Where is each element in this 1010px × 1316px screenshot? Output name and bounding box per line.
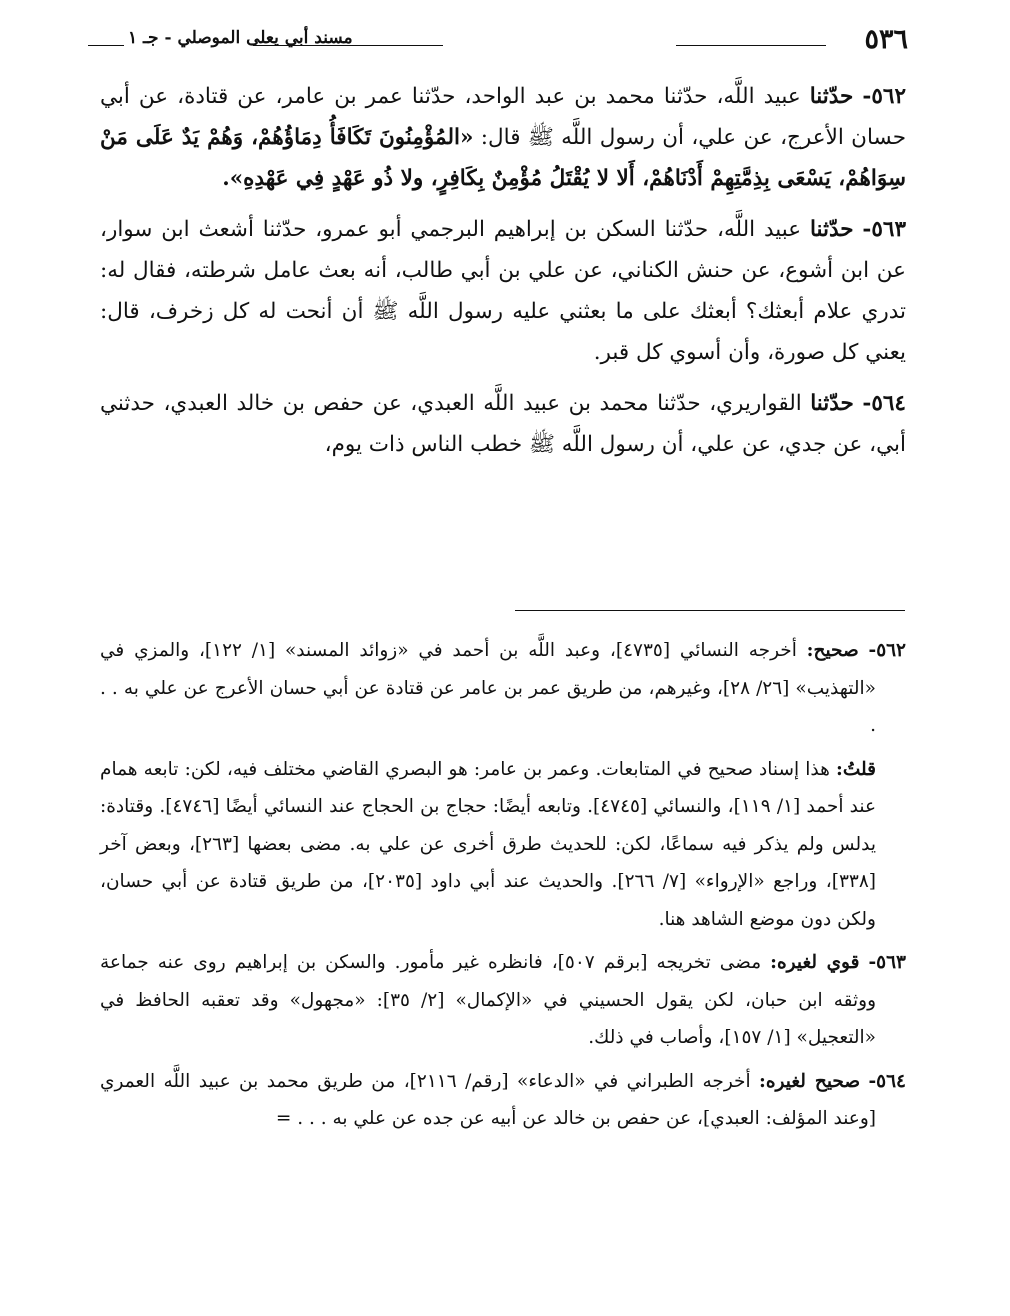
footnote-text: هذا إسناد صحيح في المتابعات. وعمر بن عامر: هو البصري القاضي مختلف فيه، لكن: تابعه همام عند أحمد [١/ ١١٩]، والنسائي [٤٧٤٥]. وتابعه أيضًا: حجاج بن الحجاج عند النسائي أيضًا [٤٧٤٦]. وقتادة: يدلس ولم يذكر فيه سماعًا، لكن: للحديث طرق أخرى عن علي به. مضى بعضها [٢٦٣]، وبعض آخر [٣٣٨]، وراجع «الإرواء» [٧/ ٢٦٦]. والحديث عند أبي داود [٢٠٣٥]، من طريق قتادة عن أبي حسان، ولكن دون موضع الشاهد هنا.: [100, 758, 877, 930]
header-rule: [676, 45, 826, 46]
footnote-text: مضى تخريجه [برقم ٥٠٧]، فانظره غير مأمور. والسكن بن إبراهيم روى عنه جماعة ووثقه ابن حبان، لكن يقول الحسيني في «الإكمال» [٢/ ٣٥]: «مجهول» وقد تعقبه الحافظ في «التعجيل» [١/ ١٥٧]، وأصاب في ذلك.: [100, 952, 876, 1048]
main-text: [100, 76, 906, 475]
footnote-text: أخرجه الطبراني في «الدعاء» [رقم/ ٢١١٦]، من طريق محمد بن عبيد اللَّه العمري [وعند المؤلف: العبدي]، عن حفص بن خالد عن أبيه عن جده عن علي به . . . =: [100, 1070, 876, 1129]
hadith-lead: حدّثنا: [809, 217, 854, 242]
hadith-isnad: عبيد اللَّه، حدّثنا محمد بن عبد الواحد، حدّثنا عمر بن عامر، عن قتادة، عن أبي حسان الأعرج، عن علي، أن رسول اللَّه ﷺ قال:: [100, 84, 906, 150]
hadith-lead: حدّثنا: [809, 84, 854, 109]
footnote-563: [100, 944, 906, 1057]
footnote-564: [100, 1063, 906, 1138]
footnote-562: [100, 632, 906, 745]
hadith-563: [100, 209, 906, 373]
hadith-564: [100, 383, 906, 465]
hadith-number: ٥٦٤-: [862, 391, 906, 416]
footnote-number: ٥٦٤-: [868, 1070, 906, 1092]
footnote-grade: صحيح لغيره:: [759, 1070, 861, 1092]
hadith-number: ٥٦٣-: [862, 217, 906, 242]
page-number: ٥٣٦: [864, 24, 908, 55]
footnote-number: ٥٦٢-: [868, 640, 906, 661]
page-header: [88, 24, 908, 64]
book-title: مسند أبي يعلى الموصلي - جـ ١: [128, 28, 353, 48]
footnote-qultu: قلتُ:: [836, 758, 876, 780]
footnote-separator: [515, 610, 905, 611]
hadith-matn: «المُؤْمِنُونَ تَكَافَأُ دِمَاؤُهُمْ، وَهُمْ يَدٌ عَلَى مَنْ سِوَاهُمْ، يَسْعَى بِذِمَّتِهِمْ أَدْنَاهُمْ، أَلا لا يُقْتَلُ مُؤْمِنٌ بِكَافِرٍ، ولا ذُو عَهْدٍ فِي عَهْدِهِ».: [100, 125, 906, 191]
footnote-grade: قوي لغيره:: [770, 952, 860, 973]
hadith-lead: حدّثنا: [810, 391, 854, 416]
footnotes: [100, 632, 906, 1144]
footnote-grade: صحيح:: [806, 640, 859, 661]
footnote-562-comment: [100, 751, 906, 939]
hadith-number: ٥٦٢-: [862, 84, 906, 109]
footnote-number: ٥٦٣-: [868, 952, 906, 973]
hadith-text: عبيد اللَّه، حدّثنا السكن بن إبراهيم البرجمي أبو عمرو، حدّثنا أشعث ابن سوار، عن ابن أشوع، عن حنش الكناني، عن علي بن أبي طالب، أنه بعث عامل شرطته، فقال له: تدري علام أبعثك؟ أبعثك على ما بعثني عليه رسول اللَّه ﷺ أن أنحت له كل زخرف، قال: يعني كل صورة، وأن أسوي كل قبر.: [100, 217, 906, 365]
hadith-562: [100, 76, 906, 199]
header-rule: [88, 45, 124, 46]
hadith-text: القواريري، حدّثنا محمد بن عبيد اللَّه العبدي، عن حفص بن خالد العبدي، حدثني أبي، عن جدي، عن علي، أن رسول اللَّه ﷺ خطب الناس ذات يوم،: [100, 391, 906, 457]
footnote-text: أخرجه النسائي [٤٧٣٥]، وعبد اللَّه بن أحمد في «زوائد المسند» [١/ ١٢٢]، والمزي في «التهذيب» [٢٦/ ٢٨]، وغيرهم، من طريق عمر بن عامر عن قتادة عن أبي حسان الأعرج عن علي به . . .: [100, 640, 876, 736]
